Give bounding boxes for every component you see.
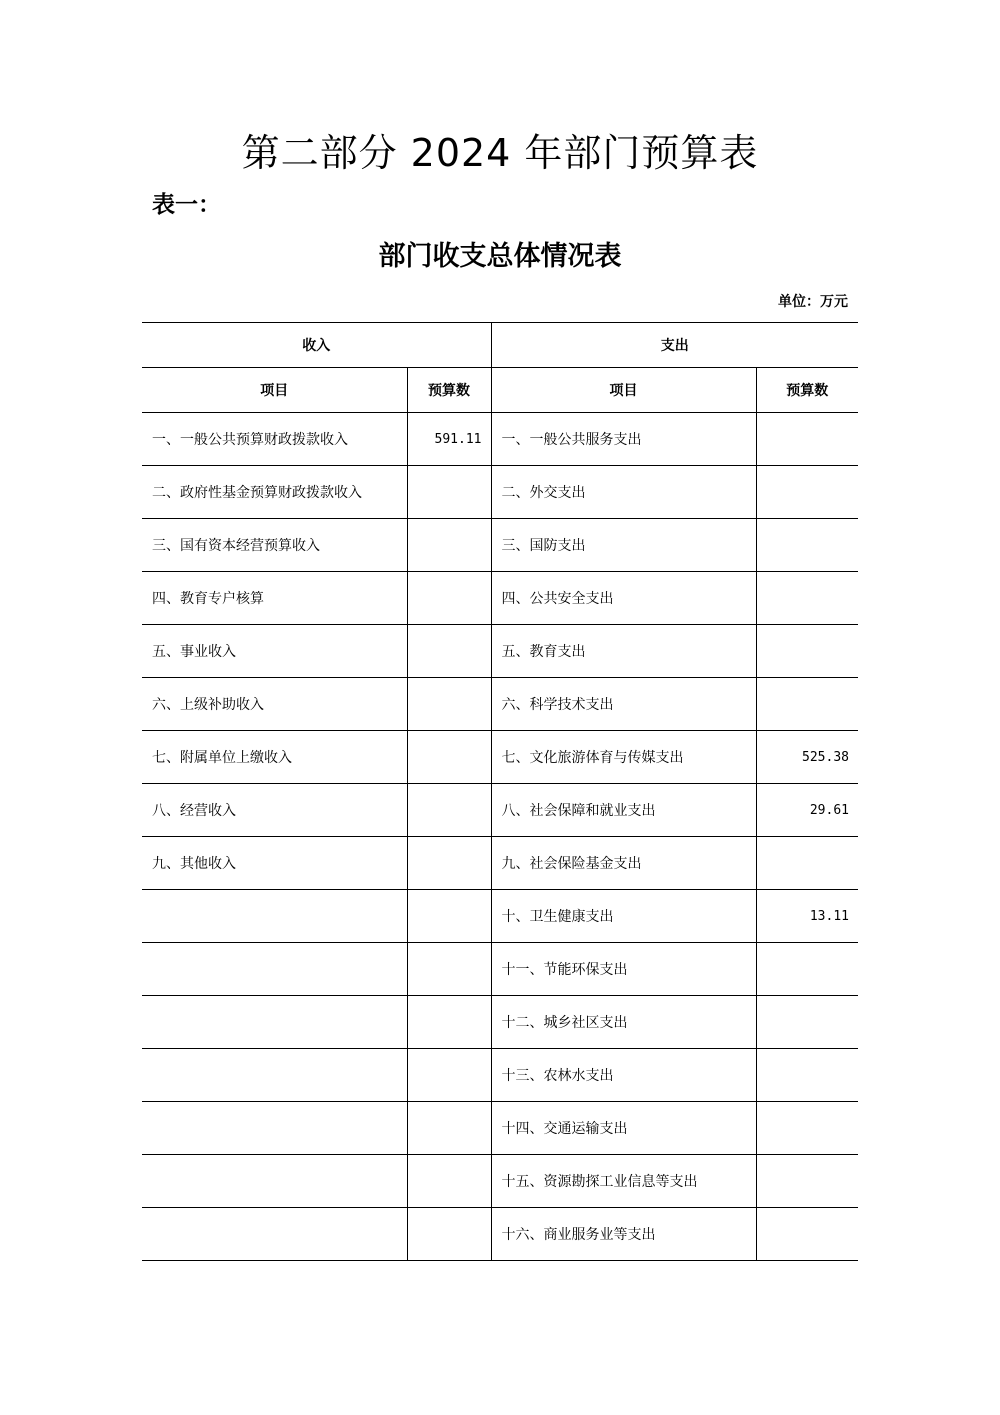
income-amount-cell — [407, 996, 491, 1049]
income-group-header: 收入 — [142, 323, 491, 368]
table-row — [142, 1049, 858, 1102]
expense-item-cell: 五、教育支出 — [491, 625, 756, 678]
unit-label: 单位：万元 — [778, 294, 848, 310]
group-header-row — [142, 323, 858, 368]
budget-summary-table — [142, 322, 858, 1261]
expense-item-cell: 十三、农林水支出 — [491, 1049, 756, 1102]
expense-amount-cell: 13.11 — [756, 890, 858, 943]
table-row — [142, 678, 858, 731]
expense-amount-cell — [756, 837, 858, 890]
income-item-cell — [142, 1049, 407, 1102]
expense-amount-cell — [756, 1102, 858, 1155]
income-item-cell: 三、国有资本经营预算收入 — [142, 519, 407, 572]
table-row — [142, 466, 858, 519]
income-item-header: 项目 — [142, 368, 407, 413]
expense-amount-cell — [756, 572, 858, 625]
income-item-cell: 六、上级补助收入 — [142, 678, 407, 731]
income-item-cell: 五、事业收入 — [142, 625, 407, 678]
expense-amount-cell: 29.61 — [756, 784, 858, 837]
expense-amount-cell — [756, 996, 858, 1049]
income-amount-cell — [407, 572, 491, 625]
income-item-cell: 二、政府性基金预算财政拨款收入 — [142, 466, 407, 519]
expense-amount-cell — [756, 1208, 858, 1261]
income-item-cell — [142, 1102, 407, 1155]
income-amount-cell — [407, 1102, 491, 1155]
income-amount-cell — [407, 1208, 491, 1261]
expense-item-cell: 十、卫生健康支出 — [491, 890, 756, 943]
income-amount-cell — [407, 731, 491, 784]
income-amount-cell — [407, 1155, 491, 1208]
expense-item-cell: 十二、城乡社区支出 — [491, 996, 756, 1049]
income-amount-cell — [407, 784, 491, 837]
income-item-cell — [142, 890, 407, 943]
income-item-cell: 七、附属单位上缴收入 — [142, 731, 407, 784]
income-amount-cell — [407, 519, 491, 572]
income-item-cell — [142, 1155, 407, 1208]
income-amount-cell — [407, 943, 491, 996]
table-row — [142, 943, 858, 996]
expense-amount-cell — [756, 678, 858, 731]
table-number-label: 表一： — [152, 192, 221, 218]
income-amount-cell — [407, 625, 491, 678]
expense-item-cell: 六、科学技术支出 — [491, 678, 756, 731]
expense-item-header: 项目 — [491, 368, 756, 413]
expense-amount-cell — [756, 943, 858, 996]
income-item-cell: 九、其他收入 — [142, 837, 407, 890]
page-title: 第二部分 2024 年部门预算表 — [241, 131, 759, 175]
table-row — [142, 837, 858, 890]
expense-item-cell: 三、国防支出 — [491, 519, 756, 572]
expense-amount-cell — [756, 413, 858, 466]
income-item-cell: 四、教育专户核算 — [142, 572, 407, 625]
expense-item-cell: 十一、节能环保支出 — [491, 943, 756, 996]
expense-amount-cell — [756, 1155, 858, 1208]
expense-group-header: 支出 — [491, 323, 858, 368]
expense-item-cell: 八、社会保障和就业支出 — [491, 784, 756, 837]
income-item-cell — [142, 943, 407, 996]
income-item-cell: 一、一般公共预算财政拨款收入 — [142, 413, 407, 466]
expense-amount-cell: 525.38 — [756, 731, 858, 784]
income-amount-cell — [407, 837, 491, 890]
table-row — [142, 996, 858, 1049]
income-amount-cell: 591.11 — [407, 413, 491, 466]
income-amount-cell — [407, 1049, 491, 1102]
table-row — [142, 890, 858, 943]
income-amount-cell — [407, 678, 491, 731]
expense-item-cell: 九、社会保险基金支出 — [491, 837, 756, 890]
expense-amount-cell — [756, 519, 858, 572]
income-item-cell — [142, 996, 407, 1049]
income-amount-header: 预算数 — [407, 368, 491, 413]
expense-amount-cell — [756, 625, 858, 678]
table-body — [142, 413, 858, 1261]
income-amount-cell — [407, 890, 491, 943]
column-header-row — [142, 368, 858, 413]
table-row — [142, 519, 858, 572]
table-row — [142, 413, 858, 466]
table-row — [142, 1208, 858, 1261]
table-row — [142, 1155, 858, 1208]
expense-item-cell: 一、一般公共服务支出 — [491, 413, 756, 466]
expense-item-cell: 十五、资源勘探工业信息等支出 — [491, 1155, 756, 1208]
expense-item-cell: 七、文化旅游体育与传媒支出 — [491, 731, 756, 784]
expense-amount-header: 预算数 — [756, 368, 858, 413]
expense-item-cell: 十四、交通运输支出 — [491, 1102, 756, 1155]
expense-item-cell: 二、外交支出 — [491, 466, 756, 519]
table-row — [142, 784, 858, 837]
expense-amount-cell — [756, 466, 858, 519]
table-row — [142, 572, 858, 625]
expense-item-cell: 四、公共安全支出 — [491, 572, 756, 625]
table-row — [142, 625, 858, 678]
expense-amount-cell — [756, 1049, 858, 1102]
table-row — [142, 731, 858, 784]
income-amount-cell — [407, 466, 491, 519]
table-row — [142, 1102, 858, 1155]
income-item-cell — [142, 1208, 407, 1261]
income-item-cell: 八、经营收入 — [142, 784, 407, 837]
table-title: 部门收支总体情况表 — [378, 241, 622, 272]
expense-item-cell: 十六、商业服务业等支出 — [491, 1208, 756, 1261]
